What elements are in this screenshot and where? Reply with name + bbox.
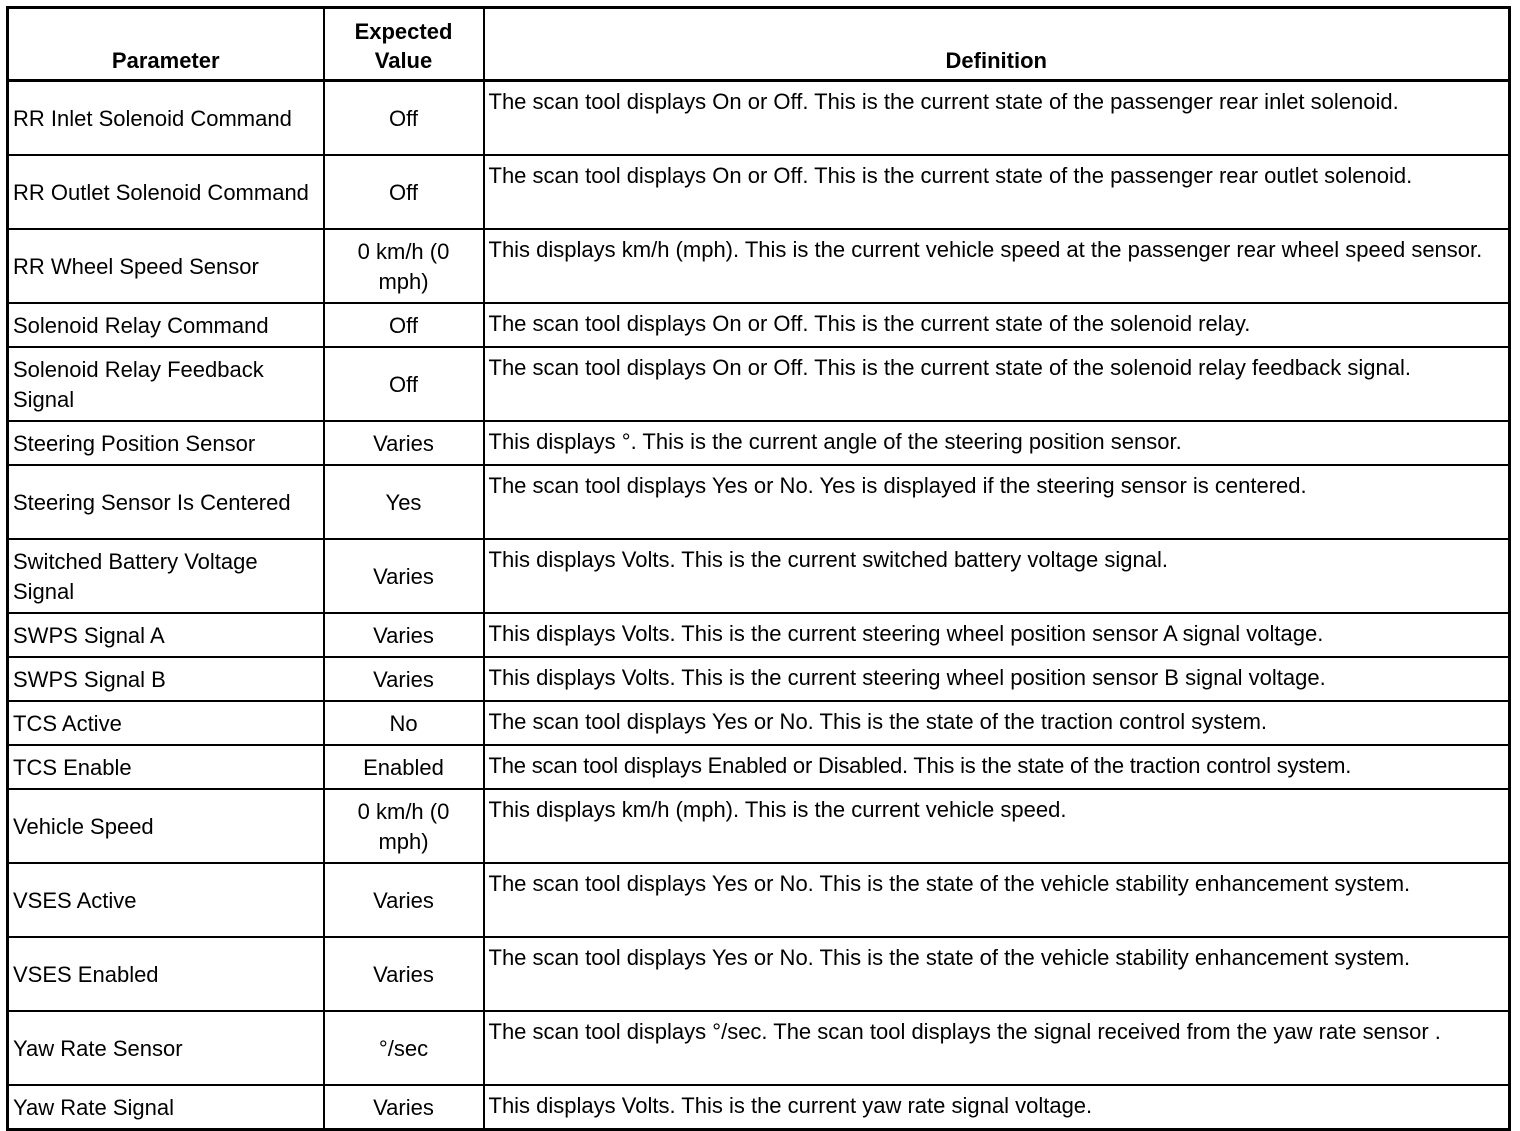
expected-value-cell: Varies: [324, 657, 484, 701]
table-row: [8, 229, 1510, 303]
expected-value-cell: Varies: [324, 1085, 484, 1130]
parameter-cell: Switched Battery Voltage Signal: [8, 539, 324, 613]
parameter-cell: RR Inlet Solenoid Command: [8, 81, 324, 156]
expected-value-cell: Varies: [324, 539, 484, 613]
table-row: [8, 863, 1510, 937]
table-row: [8, 745, 1510, 789]
expected-value-cell: Enabled: [324, 745, 484, 789]
table-row: [8, 789, 1510, 863]
table-row: [8, 657, 1510, 701]
table-row: [8, 155, 1510, 229]
header-parameter: Parameter: [8, 8, 324, 81]
parameter-cell: Yaw Rate Sensor: [8, 1011, 324, 1085]
definition-cell: The scan tool displays °/sec. The scan tool displays the signal received from the yaw rate sensor .: [484, 1011, 1510, 1085]
definition-cell: This displays km/h (mph). This is the current vehicle speed at the passenger rear wheel speed sensor.: [484, 229, 1510, 303]
expected-value-cell: Off: [324, 347, 484, 421]
definition-cell: The scan tool displays Yes or No. This is the state of the vehicle stability enhancement system.: [484, 863, 1510, 937]
definition-cell: The scan tool displays On or Off. This is the current state of the passenger rear outlet solenoid.: [484, 155, 1510, 229]
parameter-table: [6, 6, 1511, 1131]
definition-cell: This displays Volts. This is the current steering wheel position sensor B signal voltage.: [484, 657, 1510, 701]
parameter-cell: SWPS Signal B: [8, 657, 324, 701]
definition-cell: This displays °. This is the current angle of the steering position sensor.: [484, 421, 1510, 465]
table-row: [8, 465, 1510, 539]
expected-value-cell: 0 km/h (0 mph): [324, 789, 484, 863]
expected-value-cell: Varies: [324, 613, 484, 657]
table-row: [8, 421, 1510, 465]
parameter-cell: Vehicle Speed: [8, 789, 324, 863]
definition-cell: The scan tool displays On or Off. This is the current state of the solenoid relay.: [484, 303, 1510, 347]
table-row: [8, 613, 1510, 657]
definition-cell: The scan tool displays Yes or No. This is the state of the vehicle stability enhancement system.: [484, 937, 1510, 1011]
header-row: [8, 8, 1510, 81]
definition-cell: The scan tool displays Yes or No. This is the state of the traction control system.: [484, 701, 1510, 745]
parameter-table-container: [6, 6, 1511, 1131]
table-row: [8, 1085, 1510, 1130]
definition-cell: The scan tool displays Enabled or Disabled. This is the state of the traction control system.: [484, 745, 1510, 789]
parameter-cell: TCS Enable: [8, 745, 324, 789]
expected-value-cell: Off: [324, 81, 484, 156]
expected-value-cell: 0 km/h (0 mph): [324, 229, 484, 303]
expected-value-cell: Yes: [324, 465, 484, 539]
parameter-cell: Yaw Rate Signal: [8, 1085, 324, 1130]
definition-cell: This displays km/h (mph). This is the current vehicle speed.: [484, 789, 1510, 863]
table-row: [8, 81, 1510, 156]
table-row: [8, 937, 1510, 1011]
definition-cell: The scan tool displays Yes or No. Yes is displayed if the steering sensor is centered.: [484, 465, 1510, 539]
parameter-cell: VSES Active: [8, 863, 324, 937]
table-row: [8, 1011, 1510, 1085]
expected-value-cell: Off: [324, 303, 484, 347]
parameter-cell: Steering Sensor Is Centered: [8, 465, 324, 539]
table-row: [8, 347, 1510, 421]
expected-value-cell: No: [324, 701, 484, 745]
parameter-cell: Solenoid Relay Feedback Signal: [8, 347, 324, 421]
parameter-cell: Solenoid Relay Command: [8, 303, 324, 347]
expected-value-cell: Varies: [324, 937, 484, 1011]
expected-value-cell: °/sec: [324, 1011, 484, 1085]
expected-value-cell: Off: [324, 155, 484, 229]
parameter-cell: SWPS Signal A: [8, 613, 324, 657]
table-row: [8, 303, 1510, 347]
table-row: [8, 539, 1510, 613]
parameter-cell: Steering Position Sensor: [8, 421, 324, 465]
definition-cell: The scan tool displays On or Off. This is the current state of the passenger rear inlet solenoid.: [484, 81, 1510, 156]
parameter-cell: RR Wheel Speed Sensor: [8, 229, 324, 303]
header-expected-value: Expected Value: [324, 8, 484, 81]
expected-value-cell: Varies: [324, 863, 484, 937]
parameter-cell: TCS Active: [8, 701, 324, 745]
definition-cell: The scan tool displays On or Off. This is the current state of the solenoid relay feedback signal.: [484, 347, 1510, 421]
definition-cell: This displays Volts. This is the current steering wheel position sensor A signal voltage.: [484, 613, 1510, 657]
table-row: [8, 701, 1510, 745]
header-definition: Definition: [484, 8, 1510, 81]
parameter-cell: VSES Enabled: [8, 937, 324, 1011]
definition-cell: This displays Volts. This is the current switched battery voltage signal.: [484, 539, 1510, 613]
definition-cell: This displays Volts. This is the current yaw rate signal voltage.: [484, 1085, 1510, 1130]
parameter-cell: RR Outlet Solenoid Command: [8, 155, 324, 229]
expected-value-cell: Varies: [324, 421, 484, 465]
